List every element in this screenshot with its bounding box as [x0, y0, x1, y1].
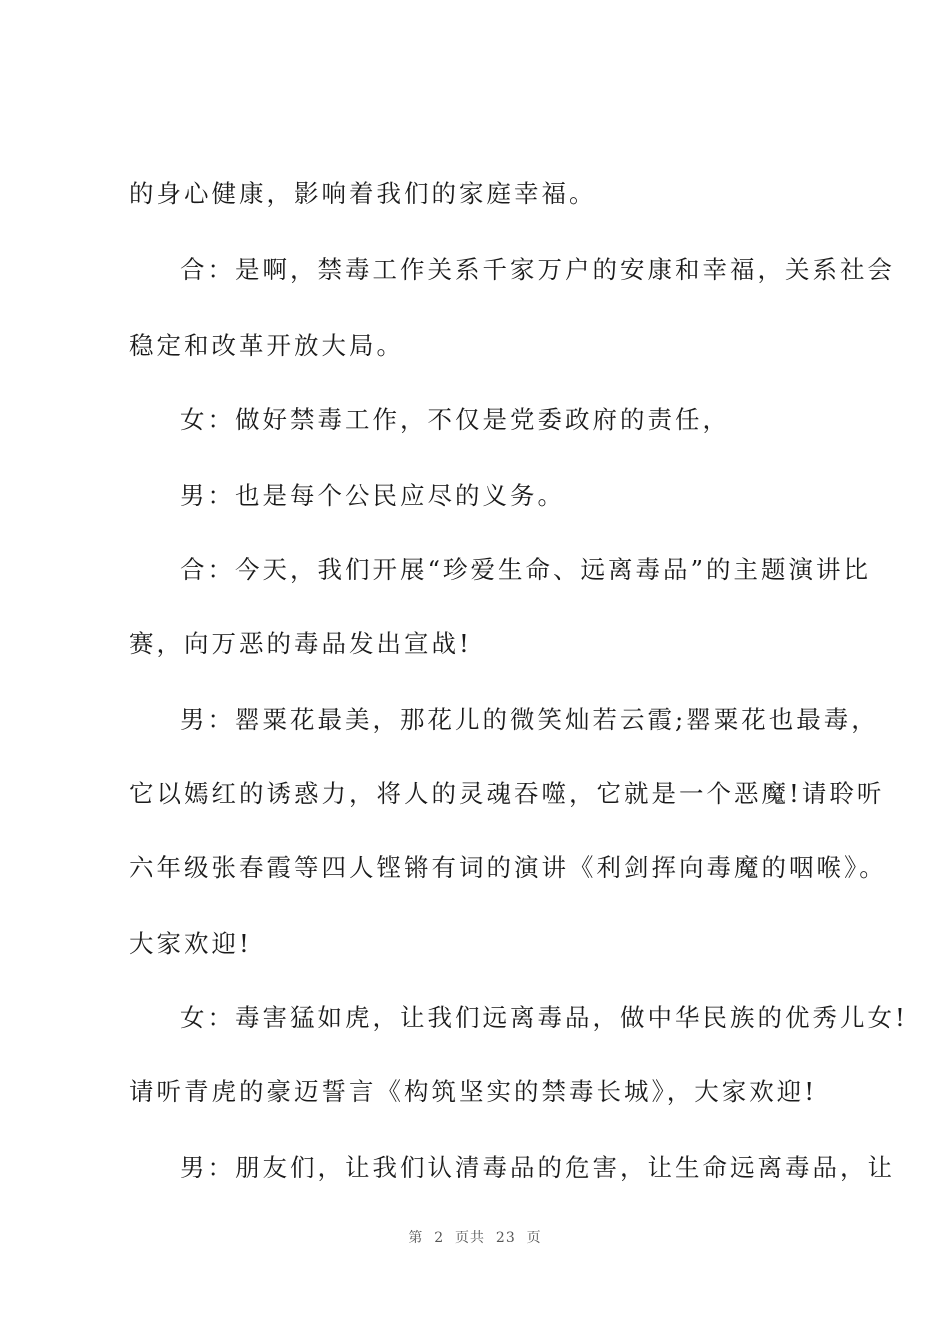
text-line: 女：毒害猛如虎，让我们远离毒品，做中华民族的优秀儿女!	[180, 1003, 908, 1032]
text-line: 合：是啊，禁毒工作关系千家万户的安康和幸福，关系社会	[180, 255, 895, 284]
text-line: 稳定和改革开放大局。	[129, 331, 404, 360]
page-number-footer: 第 2 页共 23 页	[408, 1230, 542, 1246]
text-line: 赛，向万恶的毒品发出宣战!	[129, 629, 472, 658]
text-line: 男：也是每个公民应尽的义务。	[180, 481, 565, 510]
text-line: 女：做好禁毒工作，不仅是党委政府的责任，	[180, 405, 730, 434]
text-line: 大家欢迎!	[129, 929, 252, 958]
text-line: 男：罂粟花最美，那花儿的微笑灿若云霞;罂粟花也最毒，	[180, 705, 879, 734]
text-line: 六年级张春霞等四人铿锵有词的演讲《利剑挥向毒魔的咽喉》。	[129, 853, 887, 882]
text-line: 请听青虎的豪迈誓言《构筑坚实的禁毒长城》，大家欢迎!	[129, 1077, 818, 1106]
text-line: 的身心健康，影响着我们的家庭幸福。	[129, 179, 597, 208]
text-line: 它以嫣红的诱惑力，将人的灵魂吞噬，它就是一个恶魔!请聆听	[129, 779, 885, 808]
text-line: 合：今天，我们开展“珍爱生命、远离毒品”的主题演讲比	[180, 555, 872, 584]
text-line: 男：朋友们，让我们认清毒品的危害，让生命远离毒品，让	[180, 1153, 895, 1182]
